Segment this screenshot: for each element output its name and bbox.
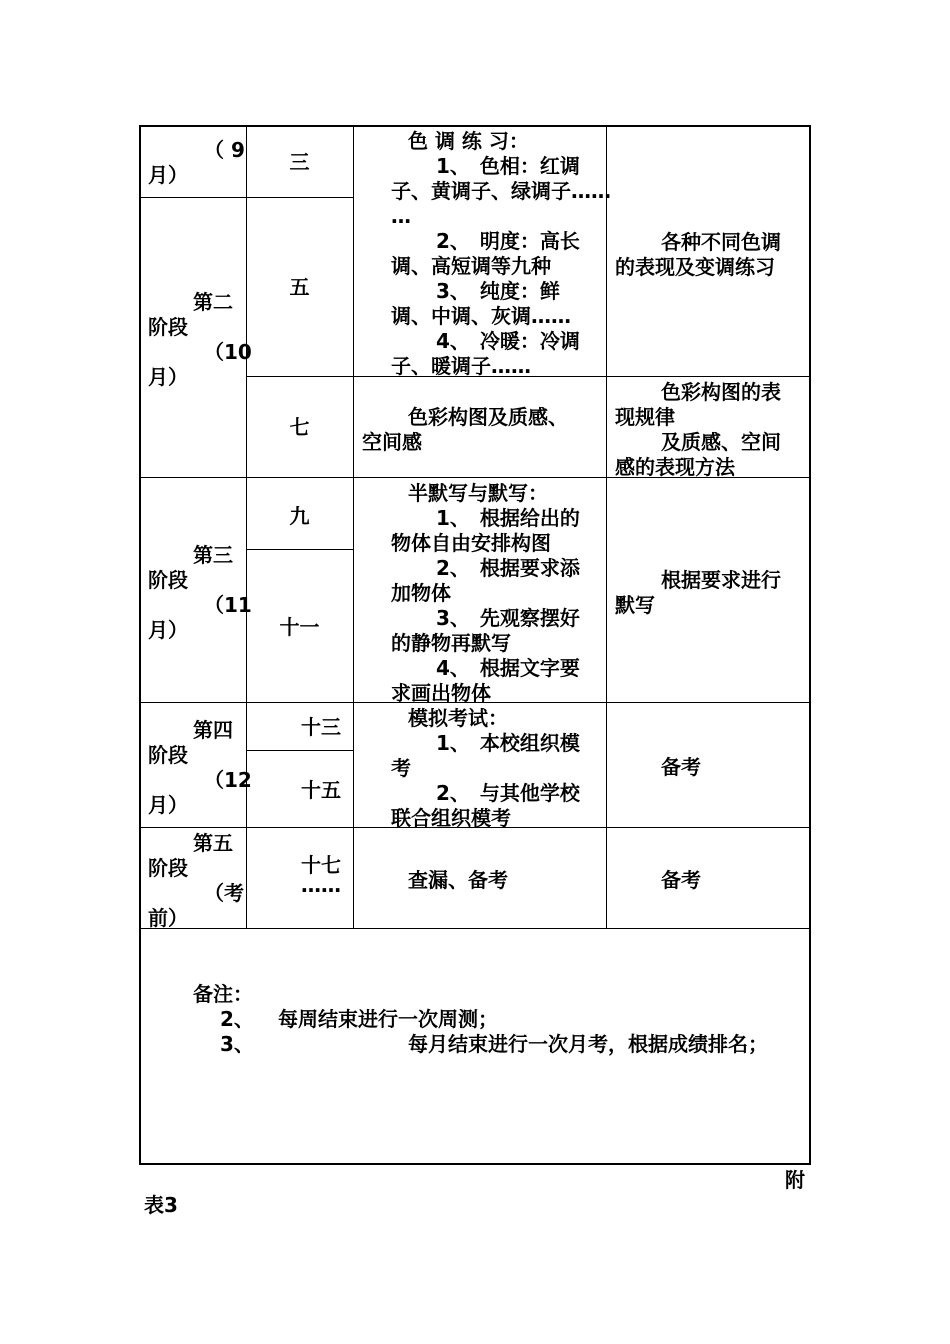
week-cell: 十三 (301, 715, 341, 739)
row-line (246, 750, 353, 751)
column-line (353, 125, 354, 928)
week-cell: 五 (289, 275, 310, 299)
stage-cell-text: 第四 (193, 718, 233, 742)
week-cell: …… (301, 873, 341, 897)
content-line: 1、 本校组织模 (436, 731, 580, 755)
stage-cell-text: （考 (204, 881, 244, 905)
content-line: 调、高短调等九种 (391, 254, 551, 278)
table-number-label: 表3 (144, 1193, 178, 1217)
content-line: 加物体 (391, 581, 451, 605)
stage-cell-text: 阶段 (148, 856, 188, 880)
content-line: 模拟考试： (408, 706, 508, 730)
content-line: 2、 明度：高长 (436, 229, 580, 253)
content-line: 物体自由安排构图 (391, 531, 551, 555)
stage-cell-text: 第五 (193, 831, 233, 855)
stage-cell-text: 第二 (193, 290, 233, 314)
stage-cell-text: （11 (204, 593, 252, 617)
stage-cell-text: （10 (204, 340, 252, 364)
content-cell: 查漏、备考 (408, 868, 508, 892)
content-line: 半默写与默写： (408, 481, 548, 505)
content-line: 调、中调、灰调…… (391, 304, 571, 328)
stage-cell-text: 月） (148, 793, 188, 817)
content-line: 4、 冷暖：冷调 (436, 329, 580, 353)
row-line (246, 549, 353, 550)
requirement-cell: 备考 (661, 755, 701, 779)
content-line: 子、暖调子…… (391, 354, 531, 378)
requirement-line: 色彩构图的表 (661, 380, 781, 404)
week-cell: 十一 (279, 615, 320, 639)
note-number: 2、 (220, 1007, 254, 1031)
stage-cell-text: 阶段 (148, 743, 188, 767)
content-line: 色彩构图及质感、 (408, 405, 568, 429)
content-line: 考 (391, 756, 411, 780)
content-line: 3、 纯度：鲜 (436, 279, 560, 303)
content-line: 子、黄调子、绿调子…… (391, 179, 611, 203)
stage-cell-text: 第三 (193, 543, 233, 567)
content-line: 1、 根据给出的 (436, 506, 580, 530)
week-cell: 十五 (301, 778, 341, 802)
content-line: … (391, 204, 411, 228)
stage-cell-text: 前） (148, 906, 188, 930)
row-line (139, 928, 811, 929)
requirement-line: 根据要求进行 (661, 568, 781, 592)
stage-cell-text: 月） (148, 618, 188, 642)
requirement-line: 现规律 (615, 405, 675, 429)
requirement-line: 的表现及变调练习 (615, 255, 775, 279)
requirement-line: 感的表现方法 (615, 455, 735, 479)
week-cell: 九 (289, 504, 310, 528)
requirement-line: 及质感、空间 (661, 430, 781, 454)
note-number: 3、 (220, 1032, 254, 1056)
requirement-line: 默写 (615, 593, 655, 617)
week-cell: 三 (289, 150, 310, 174)
stage-cell-text: 月） (148, 163, 188, 187)
stage-cell-text: （12 (204, 768, 252, 792)
content-line: 1、 色相：红调 (436, 154, 580, 178)
content-line: 联合组织模考 (391, 806, 511, 830)
content-line: 2、 根据要求添 (436, 556, 580, 580)
notes-title: 备注： (193, 982, 253, 1006)
stage-cell-text: 阶段 (148, 315, 188, 339)
stage-cell-text: （ 9 (204, 138, 245, 162)
column-line (606, 125, 607, 928)
requirement-cell: 备考 (661, 868, 701, 892)
content-title: 色 调 练 习： (408, 129, 529, 153)
attachment-label: 附 (785, 1168, 805, 1192)
stage-cell-text: 月） (148, 365, 188, 389)
content-line: 4、 根据文字要 (436, 656, 580, 680)
content-line: 的静物再默写 (391, 631, 511, 655)
content-line: 2、 与其他学校 (436, 781, 580, 805)
note-text: 每月结束进行一次月考，根据成绩排名； (408, 1032, 768, 1056)
week-cell: 十七 (301, 853, 341, 877)
note-text: 每周结束进行一次周测； (278, 1007, 498, 1031)
week-cell: 七 (289, 415, 310, 439)
stage-cell-text: 阶段 (148, 568, 188, 592)
content-line: 空间感 (362, 430, 422, 454)
requirement-line: 各种不同色调 (661, 230, 781, 254)
content-line: 求画出物体 (391, 681, 491, 705)
content-line: 3、 先观察摆好 (436, 606, 580, 630)
